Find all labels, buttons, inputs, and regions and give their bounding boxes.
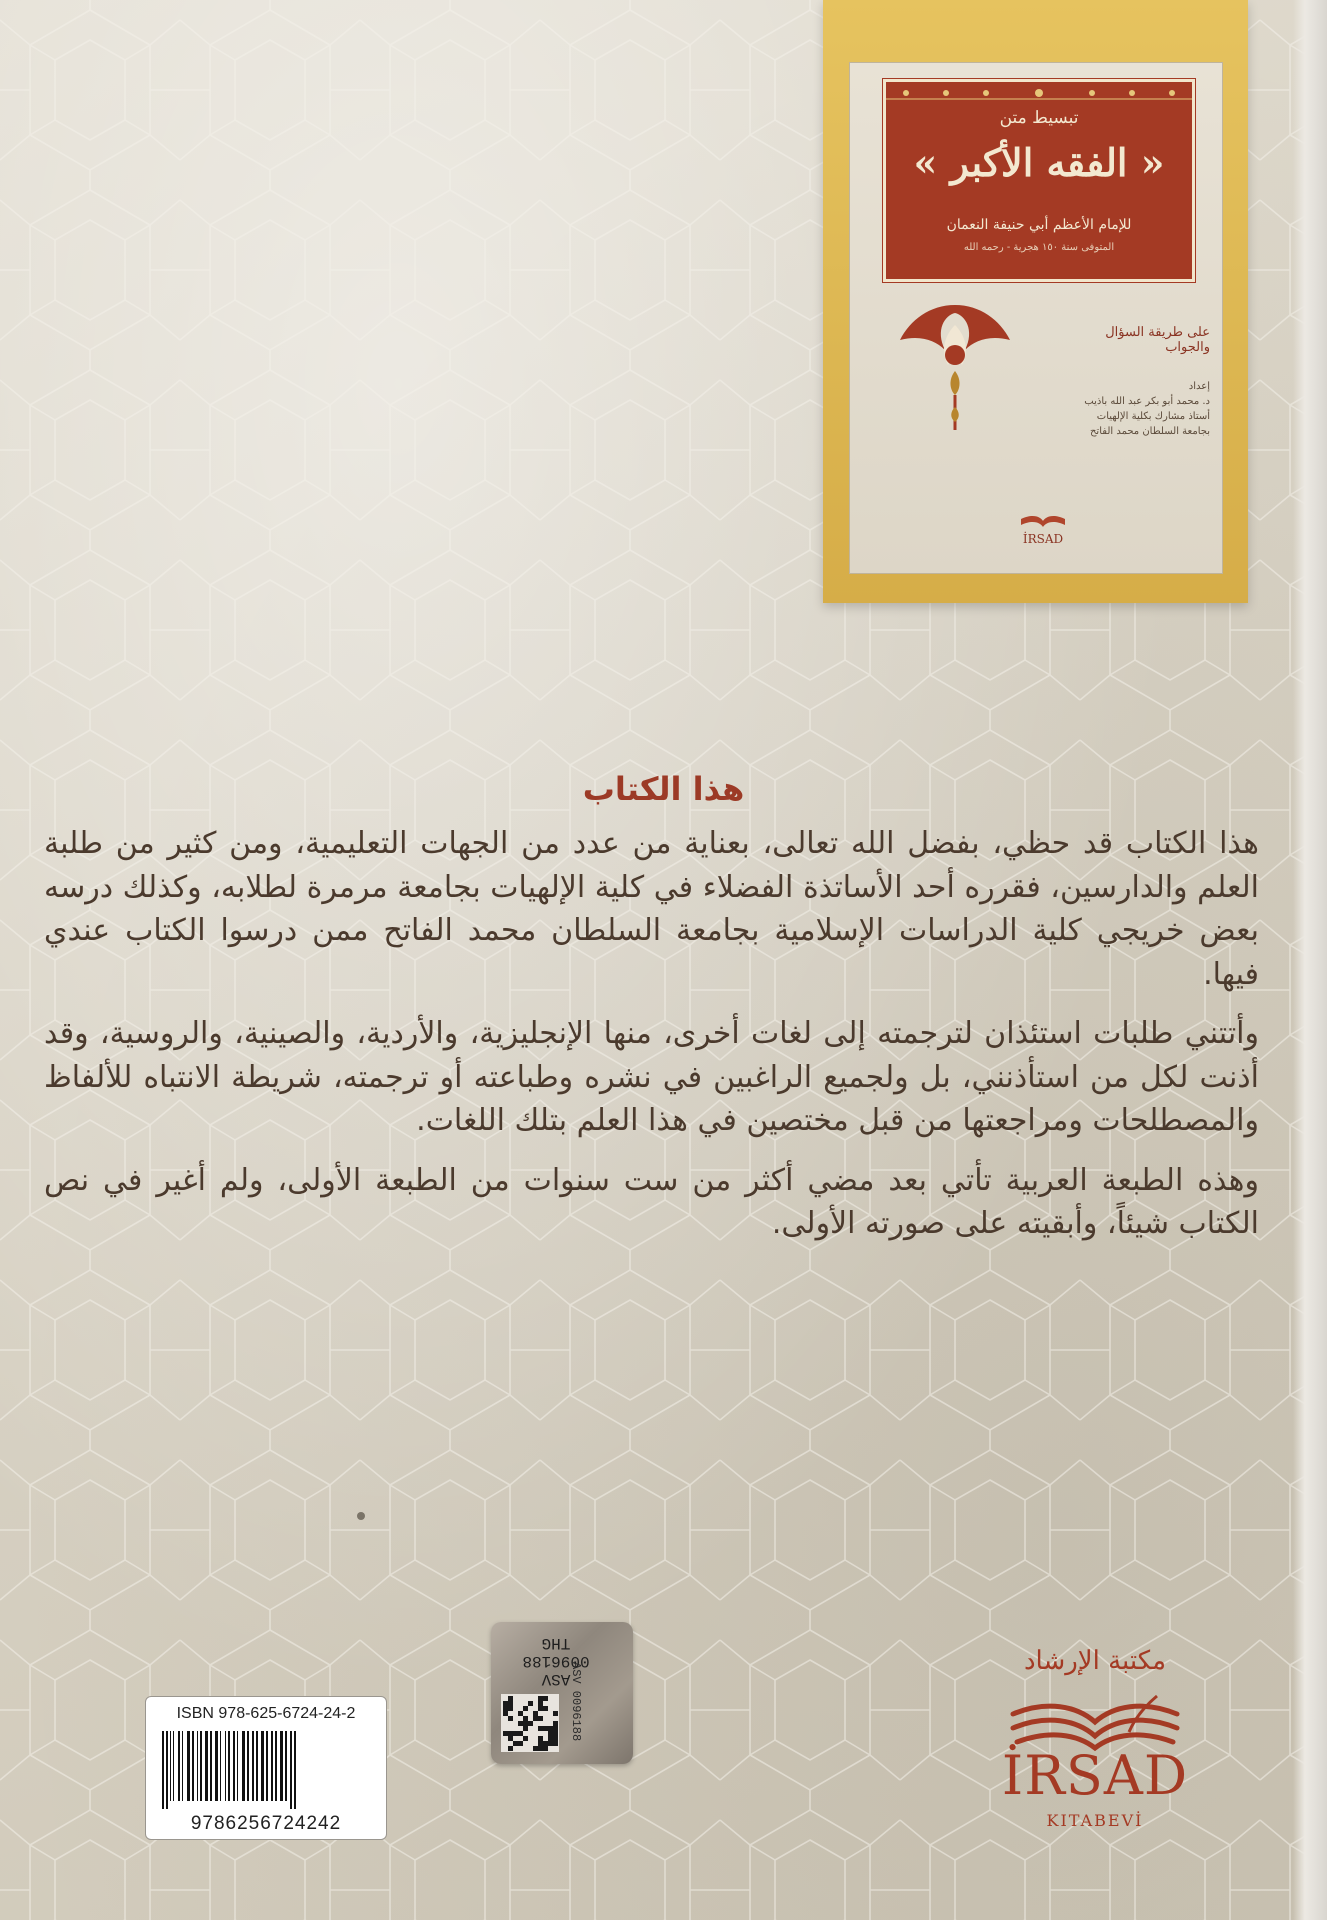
qr-module (553, 1721, 558, 1726)
sticker-side-code: ASV 0096188 (569, 1662, 583, 1742)
qr-module (538, 1726, 543, 1731)
publisher-sub-label: KITABEVİ (1046, 1811, 1144, 1830)
publisher-latin-name: İRSAD (1001, 1744, 1189, 1807)
barcode-bar (280, 1731, 283, 1801)
qr-module (503, 1731, 508, 1736)
qr-code-icon (501, 1694, 559, 1752)
cover-author-credits (1070, 379, 1210, 439)
qr-module (523, 1736, 528, 1741)
barcode-bar (228, 1731, 230, 1801)
qr-module (518, 1721, 523, 1726)
qr-module (533, 1746, 538, 1751)
barcode-bar (210, 1731, 212, 1801)
back-heading: هذا الكتاب (582, 770, 745, 808)
cover-subtitle: على طريقة السؤال والجواب (1105, 325, 1210, 355)
cover-author-name: د. محمد أبو بكر عبد الله باذيب (1084, 396, 1210, 407)
cover-title: « الفقه الأكبر » (913, 140, 1165, 185)
barcode-bar (261, 1731, 264, 1801)
qr-module (523, 1716, 528, 1721)
barcode-bar (187, 1731, 190, 1801)
qr-module (528, 1721, 533, 1726)
isbn-barcode (145, 1696, 387, 1840)
barcode-bar (271, 1731, 273, 1801)
cover-dates: المتوفى سنة ١٥٠ هجرية - رحمه الله (963, 242, 1115, 253)
qr-module (543, 1741, 548, 1746)
qr-module (548, 1726, 553, 1731)
qr-module (528, 1701, 533, 1706)
sticker-line-1: ASV (541, 1670, 571, 1688)
cover-floral-ornament-icon (890, 285, 1020, 435)
paper-speck (357, 1512, 365, 1520)
barcode-bar (162, 1731, 164, 1809)
cover-border-ornament (886, 86, 1192, 100)
qr-module (523, 1726, 528, 1731)
qr-module (503, 1711, 508, 1716)
barcode-bar (242, 1731, 245, 1801)
qr-module (503, 1706, 508, 1711)
qr-module (533, 1711, 538, 1716)
blurb-paragraph-3: وهذه الطبعة العربية تأتي بعد مضي أكثر من ست سنوات من الطبعة الأولى، ولم أغير في نص الكتاب شيئاً، وأبقيته على صورته الأولى. (44, 1162, 1259, 1241)
cover-prepared-by: إعداد (1188, 381, 1210, 392)
isbn-number: ISBN 978-625-6724-24-2 (176, 1705, 356, 1722)
qr-module (508, 1706, 513, 1711)
barcode-bar (215, 1731, 218, 1801)
qr-module (548, 1731, 553, 1736)
front-cover-thumbnail (823, 0, 1248, 603)
barcode-bar (170, 1731, 171, 1801)
qr-module (543, 1746, 548, 1751)
blurb-paragraph-1: هذا الكتاب قد حظي، بفضل الله تعالى، بعناية من عدد من الجهات التعليمية، ومن كثير من طلبة العلم والدارسين، فقرره أحد الأساتذة الفضلاء في كلية الإلهيات بجامعة مرمرة لطلابه، وكذلك درسه بعض خريجي كلية الدراسات الإسلامية بجامعة السلطان محمد الفاتح ممن درسوا الكتاب عندي فيها. (44, 826, 1259, 992)
cover-title-panel (883, 79, 1195, 282)
qr-module (553, 1711, 558, 1716)
back-blurb (44, 822, 1259, 1262)
qr-module (508, 1746, 513, 1751)
qr-module (538, 1741, 543, 1746)
qr-module (553, 1736, 558, 1741)
qr-module (548, 1741, 553, 1746)
qr-module (538, 1706, 543, 1711)
barcode-bar (285, 1731, 287, 1801)
cover-inner-panel (849, 62, 1223, 574)
cover-author-affiliation-1: أستاذ مشارك بكلية الإلهيات (1096, 411, 1210, 422)
qr-module (543, 1726, 548, 1731)
barcode-bar (275, 1731, 277, 1801)
barcode-digits: 9786256724242 (190, 1813, 342, 1834)
barcode-bar (237, 1731, 238, 1801)
qr-module (538, 1701, 543, 1706)
qr-module (513, 1731, 518, 1736)
qr-module (513, 1741, 518, 1746)
cover-author-line: للإمام الأعظم أبي حنيفة النعمان (946, 217, 1132, 233)
publisher-logo (995, 1636, 1195, 1836)
barcode-bar (197, 1731, 198, 1801)
sticker-line-2: 0096188 (522, 1652, 590, 1670)
barcode-bar (178, 1731, 180, 1801)
qr-module (508, 1716, 513, 1721)
barcode-bar (247, 1731, 249, 1801)
barcode-bar (173, 1731, 174, 1801)
cover-author-affiliation-2: بجامعة السلطان محمد الفاتح (1089, 426, 1210, 437)
qr-module (518, 1741, 523, 1746)
qr-module (518, 1711, 523, 1716)
sticker-line-3: THG (541, 1634, 571, 1652)
cover-pretitle: تبسيط متن (999, 108, 1079, 128)
barcode-bar (166, 1731, 168, 1809)
qr-module (508, 1696, 513, 1701)
qr-module (543, 1706, 548, 1711)
qr-module (523, 1706, 528, 1711)
barcode-bar (256, 1731, 258, 1801)
qr-module (538, 1736, 543, 1741)
qr-module (548, 1736, 553, 1741)
barcode-bar (182, 1731, 183, 1801)
qr-module (508, 1701, 513, 1706)
barcode-bar (266, 1731, 268, 1801)
qr-module (518, 1731, 523, 1736)
qr-module (523, 1721, 528, 1726)
hologram-sticker (491, 1622, 633, 1764)
qr-module (508, 1731, 513, 1736)
barcode-bar (205, 1731, 208, 1801)
page-edge (1293, 0, 1327, 1920)
barcode-bar (233, 1731, 235, 1801)
qr-module (543, 1696, 548, 1701)
barcode-bar (225, 1731, 226, 1801)
barcode-bars-icon (160, 1731, 372, 1809)
qr-module (503, 1701, 508, 1706)
cover-publisher-logo-icon (1015, 497, 1071, 547)
open-book-icon (1007, 1692, 1183, 1752)
qr-module (538, 1696, 543, 1701)
barcode-bar (220, 1731, 221, 1801)
qr-module (553, 1726, 558, 1731)
publisher-arabic-name: مكتبة الإرشاد (1023, 1646, 1167, 1676)
qr-module (553, 1731, 558, 1736)
qr-module (508, 1736, 513, 1741)
barcode-bar (192, 1731, 194, 1801)
blurb-paragraph-2: وأتتني طلبات استئذان لترجمته إلى لغات أخرى، منها الإنجليزية، والأردية، والصينية، والروسية، وقد أذنت لكل من استأذنني، بل ولجميع الراغبين في نشره وطباعته أو ترجمته، شريطة الانتباه للألفاظ والمصطلحات ومراجعتها من قبل مختصين في هذا العلم بتلك اللغات. (44, 1016, 1259, 1138)
barcode-bar (294, 1731, 296, 1809)
qr-module (533, 1716, 538, 1721)
qr-module (538, 1716, 543, 1721)
barcode-bar (252, 1731, 254, 1801)
barcode-bar (290, 1731, 292, 1809)
barcode-bar (200, 1731, 202, 1801)
cover-logo-text: İRSAD (1022, 532, 1064, 546)
qr-module (553, 1741, 558, 1746)
qr-module (538, 1746, 543, 1751)
